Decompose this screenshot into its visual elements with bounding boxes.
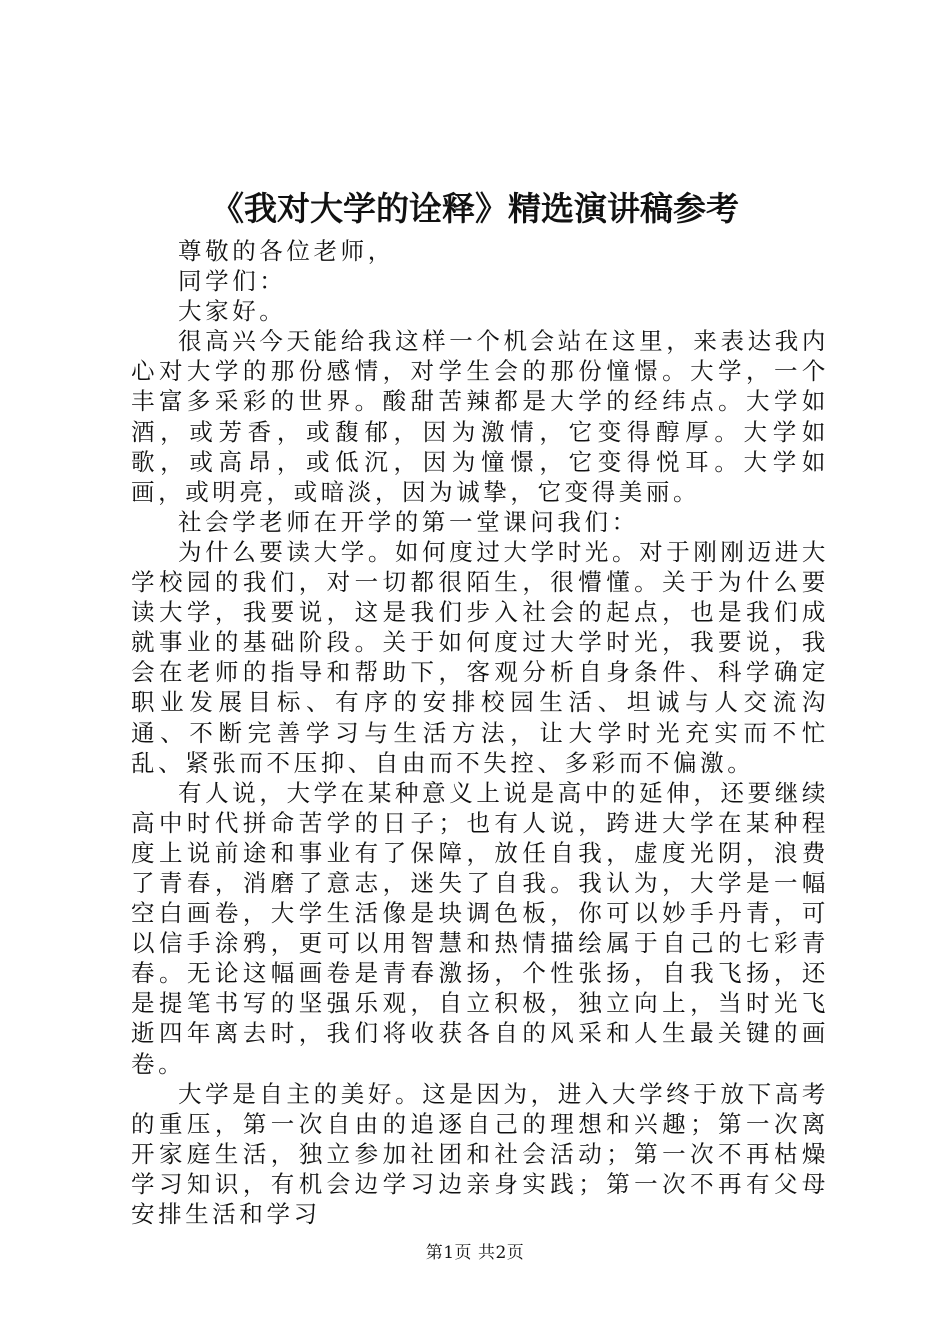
body-paragraph: 很高兴今天能给我这样一个机会站在这里，来表达我内心对大学的那份感情，对学生会的那份憧憬。大学，一个丰富多采彩的世界。酸甜苦辣都是大学的经纬点。大学如酒，或芳香，或馥郁，因为激情，它变得醇厚。大学如歌，或高昂，或低沉，因为憧憬，它变得悦耳。大学如画，或明亮，或暗淡，因为诚挚，它变得美丽。 xyxy=(131,327,829,506)
document-body xyxy=(131,236,829,1229)
body-paragraph: 为什么要读大学。如何度过大学时光。对于刚刚迈进大学校园的我们，对一切都很陌生，很懵懂。关于为什么要读大学，我要说，这是我们步入社会的起点，也是我们成就事业的基础阶段。关于如何度过大学时光，我要说，我会在老师的指导和帮助下，客观分析自身条件、科学确定职业发展目标、有序的安排校园生活、坦诚与人交流沟通、不断完善学习与生活方法，让大学时光充实而不忙乱、紧张而不压抑、自由而不失控、多彩而不偏激。 xyxy=(131,537,829,777)
salutation-teachers: 尊敬的各位老师， xyxy=(178,237,395,265)
page-footer: 第1页 共2页 xyxy=(425,1243,525,1263)
body-paragraph: 大学是自主的美好。这是因为，进入大学终于放下高考的重压，第一次自由的追逐自己的理想和兴趣；第一次离开家庭生活，独立参加社团和社会活动；第一次不再枯燥学习知识，有机会边学习边亲身实践；第一次不再有父母安排生活和学习 xyxy=(131,1079,829,1228)
body-paragraph: 有人说，大学在某种意义上说是高中的延伸，还要继续高中时代拼命苦学的日子；也有人说，跨进大学在某种程度上说前途和事业有了保障，放任自我，虚度光阴，浪费了青春，消磨了意志，迷失了自我。我认为，大学是一幅空白画卷，大学生活像是块调色板，你可以妙手丹青，可以信手涂鸦，更可以用智慧和热情描绘属于自己的七彩青春。无论这幅画卷是青春激扬，个性张扬，自我飞扬，还是提笔书写的坚强乐观，自立积极，独立向上，当时光飞逝四年离去时，我们将收获各自的风采和人生最关键的画卷。 xyxy=(131,778,829,1078)
salutation-students: 同学们： xyxy=(178,267,287,296)
body-paragraph: 社会学老师在开学的第一堂课问我们： xyxy=(178,507,639,536)
greeting: 大家好。 xyxy=(178,297,287,326)
document-title: 《我对大学的诠释》精选演讲稿参考 xyxy=(211,189,739,228)
